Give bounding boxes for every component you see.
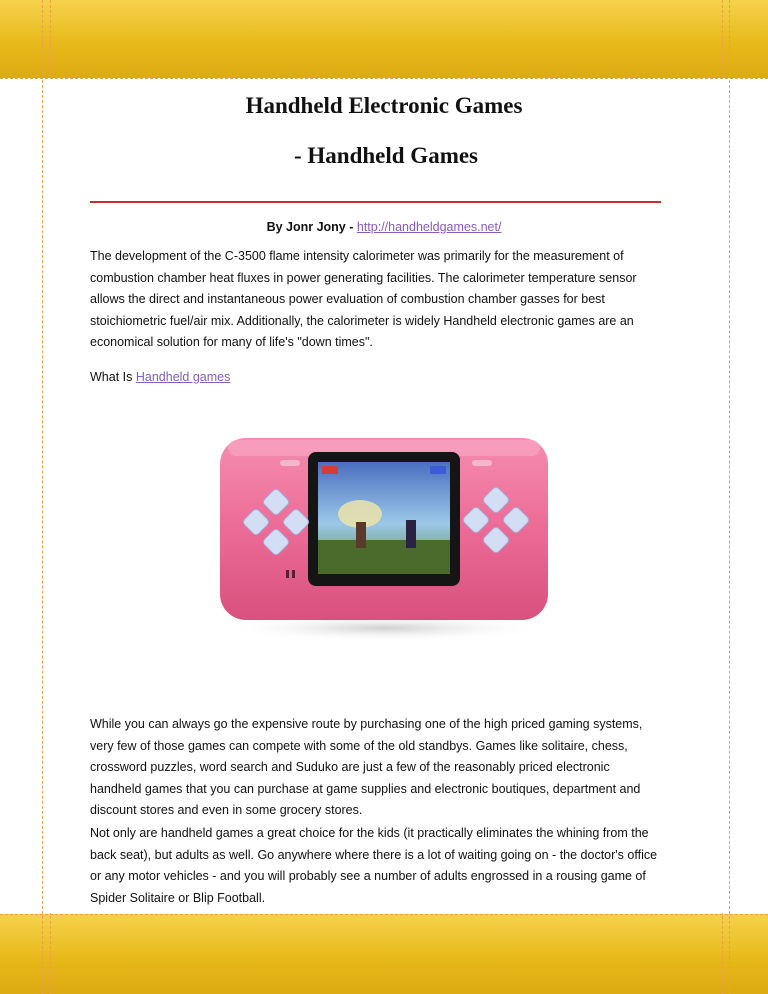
what-is-label: What Is [90,370,133,384]
bottom-banner-border [0,914,768,915]
page-title: Handheld Electronic Games [245,93,523,118]
handheld-games-link[interactable]: Handheld games [135,370,231,384]
bottom-banner [0,914,768,994]
paragraph-1: The development of the C-3500 flame intensity calorimeter was primarily for the measurement of combustion chamber heat fluxes in power generating facilities. The calorimeter temperature sensor allows the direct and instantaneous power evaluation of combustion chamber gasses for best stoichiometric fuel/air mix. Additionally, the calorimeter is widely Handheld electronic games are an economical solution for many of life's "down times". [90,249,637,350]
byline [0,220,768,234]
paragraph-3: Not only are handheld games a great choice for the kids (it practically eliminates the whining from the back seat), but adults as well. Go anywhere where there is a lot of waiting going on - the doctor's office or any motor vehicles - and you will probably see a number of adults engrossed in a rousing game of Spider Solitaire or Blip Football. [90,826,658,905]
top-banner [0,0,768,78]
title-divider [90,201,661,203]
what-is-line [90,367,662,389]
source-link[interactable]: http://handheldgames.net/ [356,220,502,234]
paragraph-2: While you can always go the expensive route by purchasing one of the high priced gaming systems, very few of those games can compete with some of the old standbys. Games like solitaire, chess, crossword puzzles, word search and Suduko are just a few of the reasonably priced electronic handheld games that you can purchase at game supplies and electronic boutiques, department and discount stores and even in some grocery stores. [90,717,643,818]
page-subtitle: - Handheld Games [293,143,479,168]
author: By Jonr Jony - [266,220,354,234]
handheld-console-image [210,430,560,690]
